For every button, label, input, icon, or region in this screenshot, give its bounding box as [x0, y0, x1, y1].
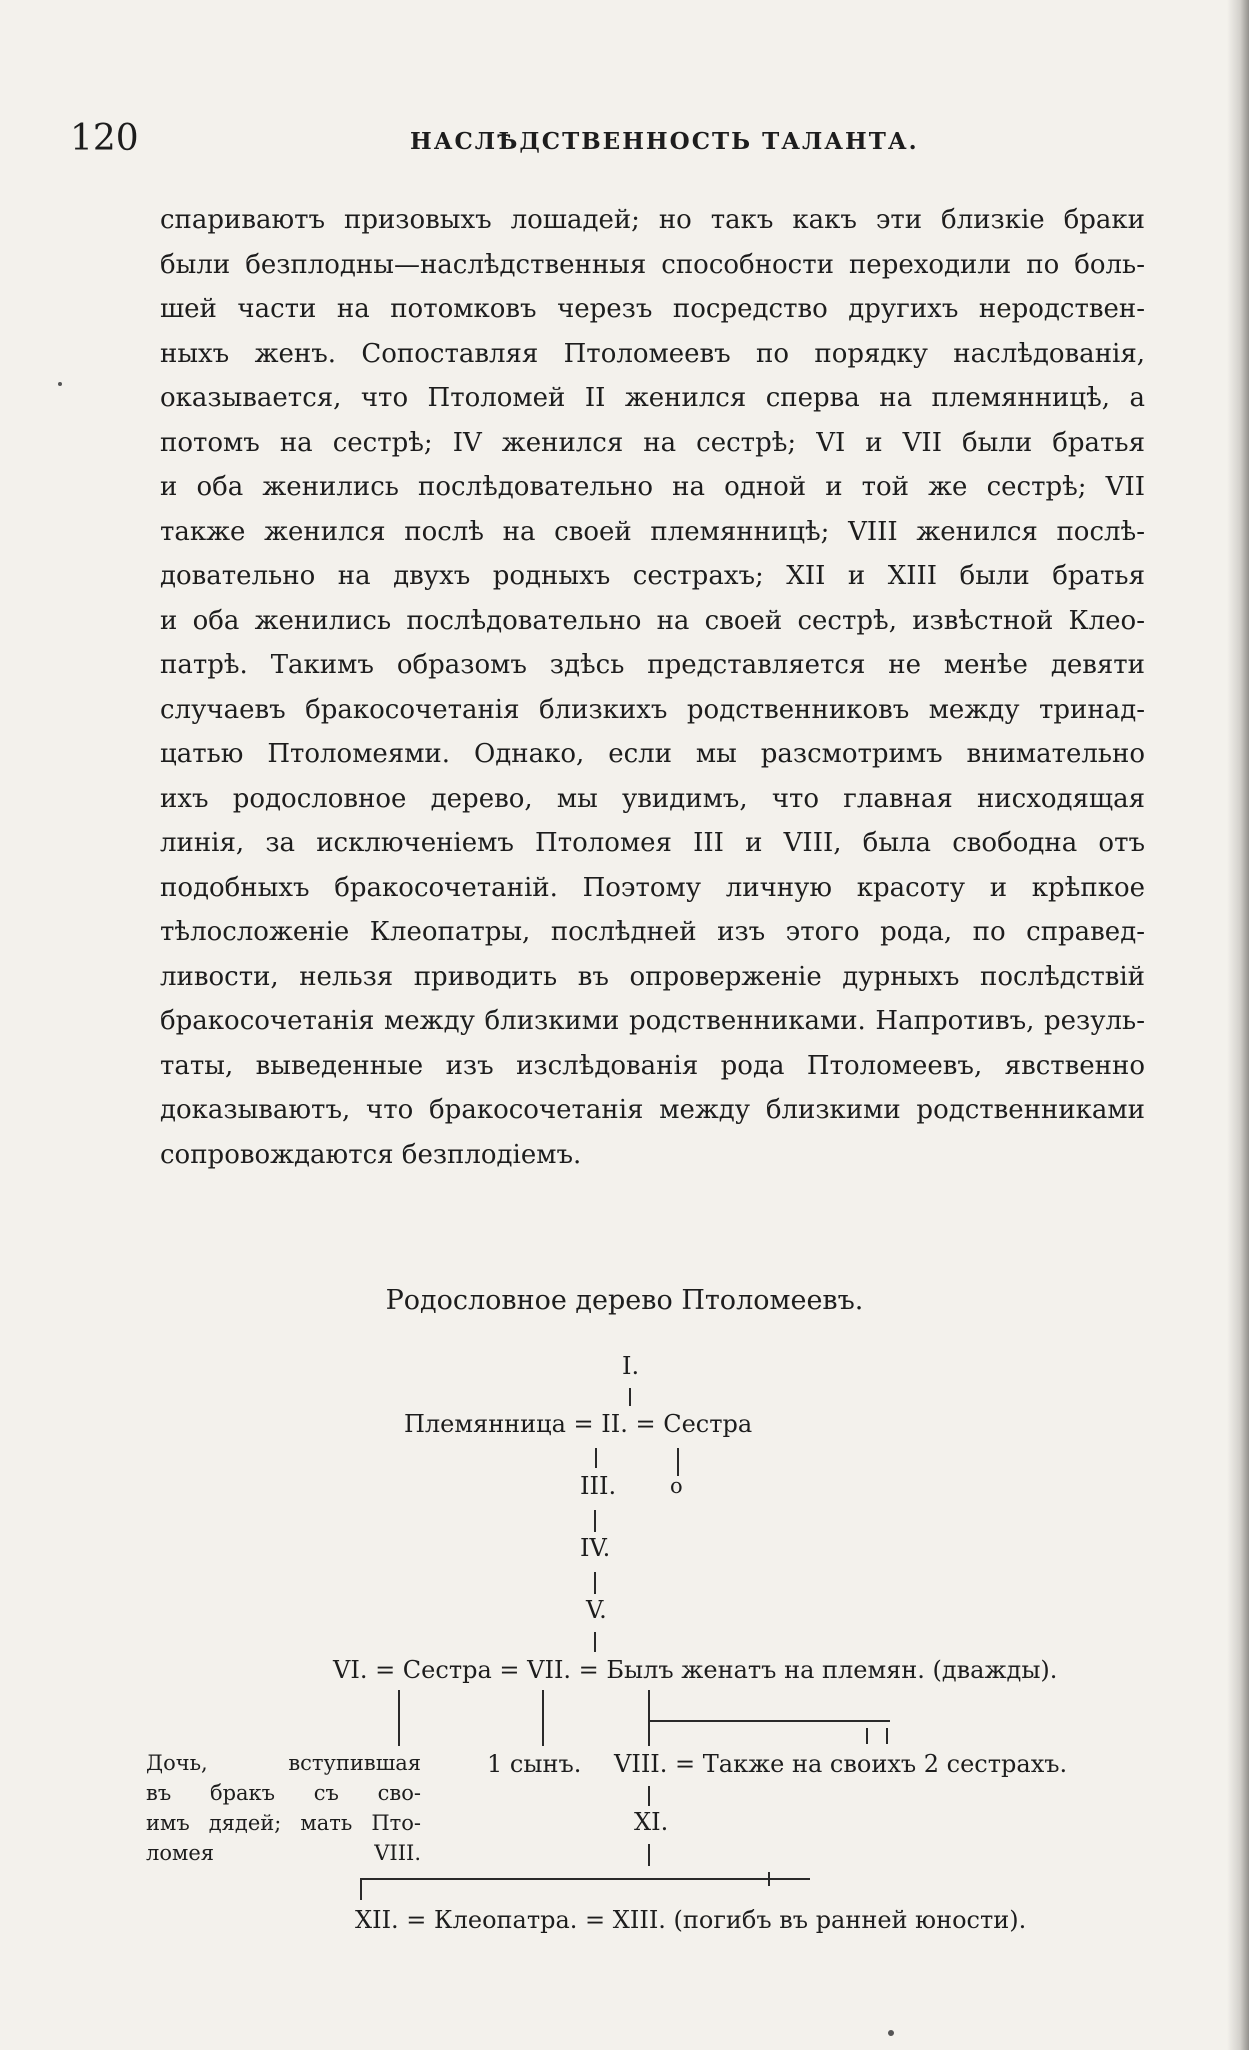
text-line: бракосочетанія между близкими родственниками. Напротивъ, резуль- — [160, 1006, 1145, 1036]
niece-marriage-line — [650, 1720, 890, 1722]
text-line: случаевъ бракосочетанія близкихъ родственниковъ между тринад- — [160, 694, 1145, 725]
node-ptolemy-4: IV. — [580, 1534, 611, 1562]
text-line: были безплодны—наслѣдственныя способности переходили по боль- — [160, 249, 1145, 280]
tree-title: Родословное дерево Птоломеевъ. — [385, 1285, 864, 1316]
row-ptolemy-8: VIII. = Также на своихъ 2 сестрахъ. — [614, 1750, 1068, 1778]
text-line: потомъ на сестрѣ; IV женился на сестрѣ; VI и VII были братья — [160, 427, 1145, 458]
link-7-son — [542, 1690, 544, 1746]
link-3-4 — [594, 1510, 596, 1532]
text-line: ихъ родословное дерево, мы увидимъ, что главная нисходящая — [160, 783, 1145, 814]
text-line: подобныхъ бракосочетаній. Поэтому личную красоту и крѣпкое — [160, 872, 1145, 903]
text-line: довательно на двухъ родныхъ сестрахъ; XII и XIII были братья — [160, 561, 1145, 591]
link-4-5 — [594, 1572, 596, 1594]
link-1-2 — [629, 1388, 631, 1406]
text-line: линія, за исключеніемъ Птоломея III и VIII, была свободна отъ — [160, 828, 1145, 858]
tick-mark — [866, 1728, 868, 1744]
node-son: 1 сынъ. — [487, 1750, 582, 1778]
text-line: и оба женились послѣдовательно на своей сестрѣ, извѣстной Клео- — [160, 605, 1145, 636]
row-ptolemy-2: Племянница = II. = Сестра — [404, 1410, 753, 1438]
node-ptolemy-5: V. — [586, 1596, 607, 1624]
text-line: сопровождаются безплодіемъ. — [160, 1139, 582, 1170]
text-line: тѣлосложеніе Клеопатры, послѣдней изъ этого рода, по справед- — [160, 917, 1145, 947]
text-line: также женился послѣ на своей племянницѣ; VIII женился послѣ- — [160, 516, 1145, 547]
text-line: шей части на потомковъ черезъ посредство другихъ неродствен- — [160, 294, 1145, 324]
page-number: 120 — [70, 118, 139, 159]
text-line: ныхъ женъ. Сопоставляя Птоломеевъ по порядку наслѣдованія, — [160, 338, 1145, 369]
daughter-note — [146, 1748, 421, 1868]
note-line: въ бракъ съ сво- — [146, 1781, 421, 1805]
text-line: спариваютъ призовыхъ лошадей; но такъ какъ эти близкіе браки — [160, 205, 1145, 235]
text-line: патрѣ. Такимъ образомъ здѣсь представляется не менѣе девяти — [160, 650, 1145, 680]
text-line: оказывается, что Птоломей II женился сперва на племянницѣ, а — [160, 383, 1145, 413]
node-ptolemy-3: III. — [580, 1472, 617, 1500]
link-5-7 — [594, 1632, 596, 1652]
link-2-sister-child — [677, 1448, 679, 1476]
text-line: цатью Птоломеями. Однако, если мы разсмотримъ внимательно — [160, 739, 1145, 769]
running-head: НАСЛѢДСТВЕННОСТЬ ТАЛАНТА. — [410, 128, 919, 155]
text-line: таты, выведенные изъ изслѣдованія рода Птоломеевъ, явственно — [160, 1050, 1145, 1081]
tick-mark — [886, 1728, 888, 1744]
link-7-8 — [648, 1690, 650, 1746]
node-ptolemy-3-sister: o — [670, 1474, 683, 1498]
note-line: ломея VIII. — [146, 1841, 421, 1865]
link-11-12 — [648, 1844, 650, 1866]
note-line: имъ дядей; мать Пто- — [146, 1811, 421, 1835]
node-ptolemy-1: I. — [622, 1352, 640, 1380]
link-12 — [360, 1878, 362, 1900]
text-line: доказываютъ, что бракосочетанія между близкими родственниками — [160, 1095, 1145, 1125]
text-line: ливости, нельзя приводить въ опроверженіе дурныхъ послѣдствій — [160, 961, 1145, 992]
link-8-11 — [648, 1786, 650, 1806]
row-ptolemy-6-7: VI. = Сестра = VII. = Былъ женатъ на племян. (дважды). — [333, 1656, 1058, 1684]
paper-speck — [888, 2030, 894, 2036]
link-2-3 — [595, 1448, 597, 1468]
node-ptolemy-11: XI. — [634, 1808, 669, 1836]
siblings-line — [360, 1878, 810, 1880]
row-ptolemy-12-13: XII. = Клеопатра. = XIII. (погибъ въ ранней юности). — [355, 1906, 1027, 1934]
paper-speck — [58, 382, 62, 386]
link-6-daughter — [398, 1690, 400, 1746]
tick-mark — [768, 1872, 770, 1886]
text-line: и оба женились послѣдовательно на одной и той же сестрѣ; VII — [160, 472, 1145, 502]
note-line: Дочь, вступившая — [146, 1751, 421, 1775]
